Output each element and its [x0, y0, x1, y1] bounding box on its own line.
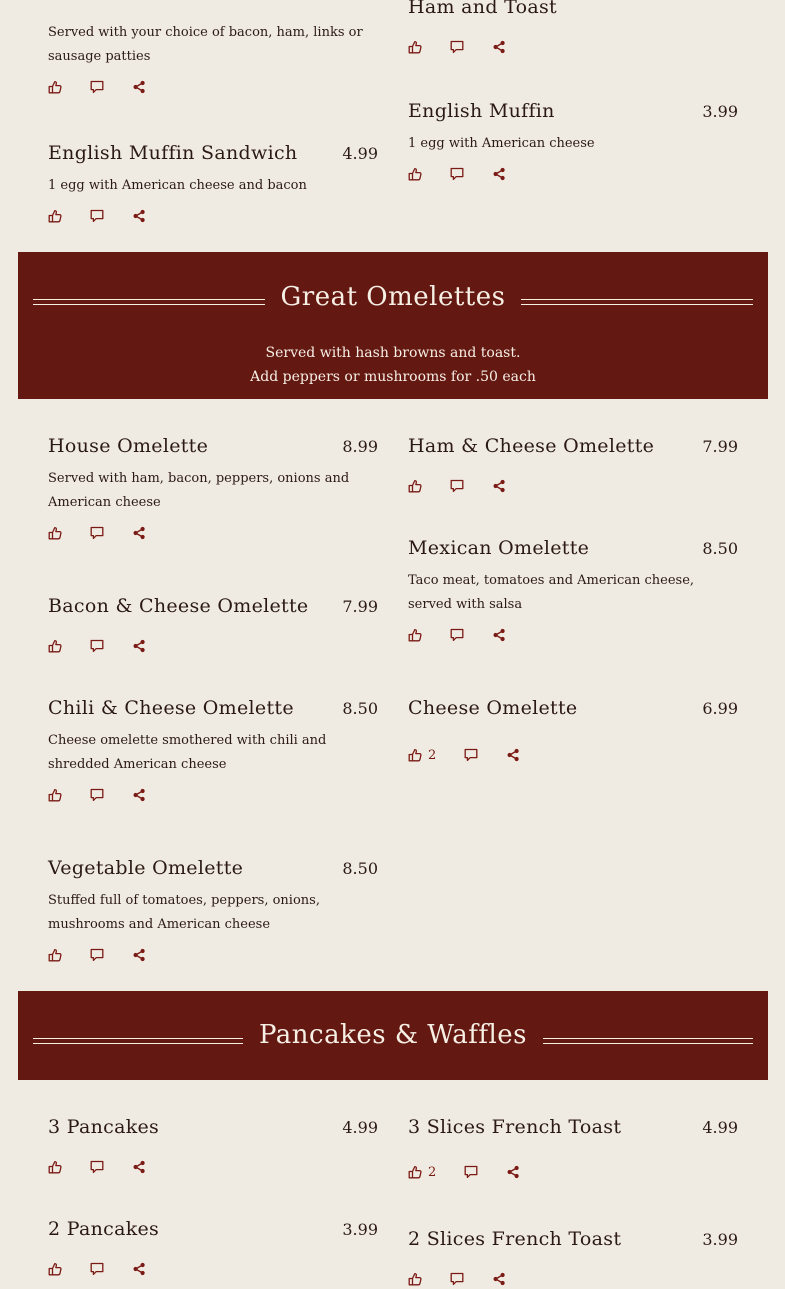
subtitle-line: Served with hash browns and toast. [265, 345, 521, 361]
item-actions [408, 1269, 738, 1289]
item-actions [408, 745, 738, 765]
menu-item-3-pancakes [48, 1116, 378, 1177]
item-description: 1 egg with American cheese [408, 136, 595, 151]
item-price: 4.99 [342, 1118, 378, 1137]
comment-button[interactable] [90, 1160, 104, 1174]
share-button[interactable] [132, 948, 146, 962]
share-button[interactable] [492, 628, 506, 642]
item-actions [48, 1259, 378, 1279]
item-actions [408, 37, 738, 57]
share-icon [132, 80, 146, 94]
item-name: 2 Slices French Toast [408, 1228, 622, 1250]
comment-icon [90, 639, 104, 653]
item-price: 7.99 [702, 437, 738, 456]
menu-item-house-omelette [48, 435, 378, 543]
menu-item-english-muffin-sandwich [48, 142, 378, 226]
thumbs-up-icon [48, 80, 62, 94]
comment-button[interactable] [90, 526, 104, 540]
comment-button[interactable] [90, 1262, 104, 1276]
thumbs-up-icon [408, 167, 422, 181]
share-icon [132, 1262, 146, 1276]
item-description: Taco meat, tomatoes and American cheese, served with salsa [408, 573, 695, 612]
item-name: Cheese Omelette [408, 697, 578, 719]
item-price: 4.99 [342, 144, 378, 163]
item-name: Vegetable Omelette [48, 857, 244, 879]
menu-item-vegetable-omelette [48, 857, 378, 965]
comment-button[interactable] [450, 479, 464, 493]
item-description: Stuffed full of tomatoes, peppers, onions, mushrooms and American cheese [48, 893, 320, 932]
thumbs-up-icon [48, 526, 62, 540]
menu-item-chili-cheese-omelette [48, 697, 378, 805]
comment-button[interactable] [450, 40, 464, 54]
like-button[interactable] [48, 788, 62, 802]
share-icon [132, 639, 146, 653]
share-icon [492, 167, 506, 181]
item-actions [408, 1162, 738, 1182]
item-price: 3.99 [342, 1220, 378, 1239]
item-price: 8.99 [342, 437, 378, 456]
comment-button[interactable] [90, 788, 104, 802]
like-button[interactable] [408, 1165, 436, 1180]
comment-button[interactable] [90, 639, 104, 653]
item-actions [48, 77, 378, 97]
item-actions [48, 945, 378, 965]
section-title-text: Pancakes & Waffles [243, 1020, 543, 1050]
comment-button[interactable] [90, 948, 104, 962]
share-button[interactable] [132, 639, 146, 653]
comment-icon [90, 788, 104, 802]
share-button[interactable] [492, 479, 506, 493]
section-subtitle [18, 341, 768, 389]
share-button[interactable] [132, 788, 146, 802]
item-actions [48, 636, 378, 656]
comment-icon [450, 40, 464, 54]
comment-button[interactable] [90, 80, 104, 94]
share-button[interactable] [132, 209, 146, 223]
item-actions [408, 625, 738, 645]
menu-item-ham-and-toast [408, 0, 738, 57]
comment-button[interactable] [450, 1272, 464, 1286]
like-button[interactable] [408, 40, 422, 54]
item-price: 4.99 [702, 1118, 738, 1137]
comment-icon [90, 1262, 104, 1276]
item-actions [48, 1157, 378, 1177]
thumbs-up-icon [408, 1272, 422, 1286]
menu-item-cheese-omelette [408, 697, 738, 765]
like-button[interactable] [48, 1262, 62, 1276]
share-icon [492, 1272, 506, 1286]
share-button[interactable] [492, 40, 506, 54]
share-button[interactable] [132, 526, 146, 540]
thumbs-up-icon [48, 1160, 62, 1174]
thumbs-up-icon [48, 209, 62, 223]
comment-icon [90, 526, 104, 540]
item-price: 7.99 [342, 597, 378, 616]
menu-item-bacon-cheese-omelette [48, 595, 378, 656]
item-actions [48, 785, 378, 805]
thumbs-up-icon [408, 40, 422, 54]
like-count: 2 [428, 1164, 437, 1180]
thumbs-up-icon [48, 788, 62, 802]
like-count: 2 [428, 747, 437, 763]
section-title [18, 282, 768, 312]
item-description: Cheese omelette smothered with chili and shredded American cheese [48, 733, 327, 772]
item-name: English Muffin [408, 100, 555, 122]
share-icon [132, 209, 146, 223]
menu-item-2-pancakes [48, 1218, 378, 1279]
share-icon [132, 948, 146, 962]
item-name: Ham & Cheese Omelette [408, 435, 655, 457]
comment-icon [90, 1160, 104, 1174]
item-description: 1 egg with American cheese and bacon [48, 178, 307, 193]
item-price: 8.50 [342, 699, 378, 718]
menu-item-english-muffin [408, 100, 738, 184]
item-actions [48, 523, 378, 543]
thumbs-up-icon [408, 479, 422, 493]
item-actions [408, 164, 738, 184]
like-button[interactable] [48, 1160, 62, 1174]
share-icon [132, 526, 146, 540]
like-button[interactable] [408, 628, 422, 642]
comment-button[interactable] [464, 1165, 478, 1179]
menu-item-egg-platter [48, 21, 378, 97]
share-icon [132, 1160, 146, 1174]
item-name: Mexican Omelette [408, 537, 590, 559]
comment-icon [90, 948, 104, 962]
share-icon [492, 479, 506, 493]
item-price: 8.50 [702, 539, 738, 558]
menu-item-3-slices-french-toast [408, 1116, 738, 1182]
comment-icon [464, 748, 478, 762]
item-description: Served with your choice of bacon, ham, links or sausage patties [48, 25, 363, 64]
share-button[interactable] [492, 1272, 506, 1286]
comment-button[interactable] [450, 628, 464, 642]
thumbs-up-icon [48, 948, 62, 962]
item-name: 2 Pancakes [48, 1218, 160, 1240]
like-button[interactable] [408, 479, 422, 493]
comment-icon [464, 1165, 478, 1179]
subtitle-line: Add peppers or mushrooms for .50 each [250, 369, 536, 385]
comment-button[interactable] [90, 209, 104, 223]
item-name: Bacon & Cheese Omelette [48, 595, 309, 617]
item-price: 3.99 [702, 102, 738, 121]
share-button[interactable] [132, 1262, 146, 1276]
thumbs-up-icon [408, 628, 422, 642]
share-icon [506, 748, 520, 762]
section-header-pancakes [18, 991, 768, 1080]
menu-item-mexican-omelette [408, 537, 738, 645]
share-icon [492, 40, 506, 54]
share-button[interactable] [132, 1160, 146, 1174]
item-price: 8.50 [342, 859, 378, 878]
item-price: 6.99 [702, 699, 738, 718]
item-name: English Muffin Sandwich [48, 142, 298, 164]
share-button[interactable] [506, 1165, 520, 1179]
item-name: House Omelette [48, 435, 209, 457]
comment-icon [450, 167, 464, 181]
item-name: Chili & Cheese Omelette [48, 697, 294, 719]
comment-icon [450, 1272, 464, 1286]
thumbs-up-icon [408, 748, 422, 762]
item-name: Ham and Toast [408, 0, 557, 18]
share-button[interactable] [506, 748, 520, 762]
section-title-text: Great Omelettes [265, 282, 522, 312]
section-header-omelettes [18, 252, 768, 399]
comment-button[interactable] [450, 167, 464, 181]
like-button[interactable] [48, 80, 62, 94]
section-title [18, 1020, 768, 1050]
item-actions [48, 206, 378, 226]
share-button[interactable] [492, 167, 506, 181]
item-actions [408, 476, 738, 496]
like-button[interactable] [408, 748, 436, 763]
item-price: 3.99 [702, 1230, 738, 1249]
like-button[interactable] [408, 1272, 422, 1286]
share-button[interactable] [132, 80, 146, 94]
menu-item-ham-cheese-omelette [408, 435, 738, 496]
share-icon [492, 628, 506, 642]
comment-icon [450, 479, 464, 493]
share-icon [132, 788, 146, 802]
like-button[interactable] [48, 209, 62, 223]
share-icon [506, 1165, 520, 1179]
thumbs-up-icon [408, 1165, 422, 1179]
like-button[interactable] [408, 167, 422, 181]
comment-icon [450, 628, 464, 642]
item-name: 3 Pancakes [48, 1116, 160, 1138]
like-button[interactable] [48, 526, 62, 540]
thumbs-up-icon [48, 1262, 62, 1276]
like-button[interactable] [48, 948, 62, 962]
thumbs-up-icon [48, 639, 62, 653]
item-name: 3 Slices French Toast [408, 1116, 622, 1138]
comment-icon [90, 80, 104, 94]
comment-button[interactable] [464, 748, 478, 762]
comment-icon [90, 209, 104, 223]
item-description: Served with ham, bacon, peppers, onions and American cheese [48, 471, 350, 510]
like-button[interactable] [48, 639, 62, 653]
